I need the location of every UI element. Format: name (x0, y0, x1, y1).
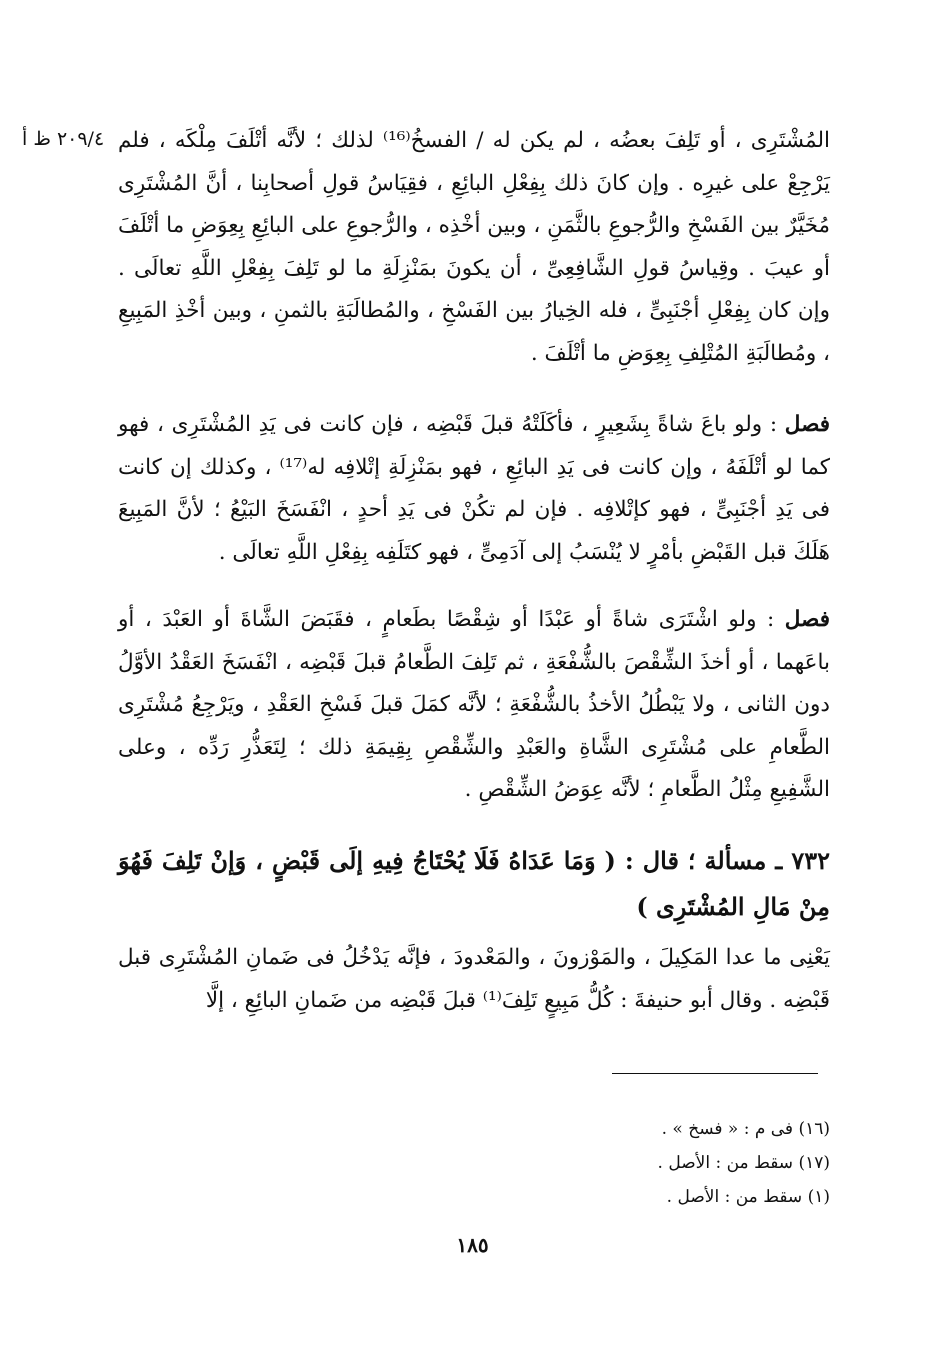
paragraph-2-text: : ولو باعَ شاةً بِشَعِيرٍ ، فأكَلَتْهُ قبلَ قَبْضِه ، فإن كانت فى يَدِ المُشْتَرِى ، فهو كما لو أتْلَفَهُ ، وإن كانت فى يَدِ البائِعِ ، فهو بمَنْزِلَةِ إتْلافِه له⁽¹⁷⁾ ، وكذلك إن كانت فى يَدِ أجْنَبِىٍّ ، فهو كإتْلافِه . فإن لم تكُنْ فى يَدِ أحدٍ ، انْفَسَخَ البَيْعُ ؛ لأنَّ المَبِيعَ هَلَكَ قبل القَبْضِ بأمْرٍ لا يُنْسَبُ إلى آدَمِىٍّ ، فهو كتَلَفِه بِفِعْلِ اللَّهِ تعالَى . (118, 412, 830, 565)
footnotes (118, 1112, 830, 1214)
margin-manuscript-reference: ٢٠٩/٤ ظ أ (22, 128, 105, 150)
paragraph-2 (118, 404, 830, 574)
footnote-1: (١) سقط من : الأصل . (666, 1187, 830, 1207)
section-lead-fasl: فصل (784, 412, 830, 437)
paragraph-3-text: : ولو اشْتَرَى شاةً أو عَبْدًا أو شِقْصًا بطَعامٍ ، فقَبَضَ الشَّاةَ أو العَبْدَ ، أو باعَهما ، أو أخذَ الشِّقْصَ بالشُّفْعَةِ ، ثم تَلِفَ الطَّعامُ قبلَ قَبْضِه ، انْفَسَخَ العَقْدُ الأوَّلُ دون الثانى ، ولا يَبْطُلُ الأخذُ بالشُّفْعَةِ ؛ لأنَّه كمَلَ قبلَ فَسْخِ العَقْدِ ، ويَرْجِعُ مُشْتَرِى الطَّعامِ على مُشْتَرِى الشَّاةِ والعَبْدِ والشِّقْصِ بِقِيمَةِ ذلك ؛ لِتَعَذُّرِ رَدِّه ، وعلى الشَّفِيعِ مِثْلُ الطَّعامِ ؛ لأنَّه عِوَضُ الشِّقْصِ . (118, 607, 830, 802)
footnote-17: (١٧) سقط من : الأصل . (657, 1153, 830, 1173)
page-number: ١٨٥ (456, 1233, 489, 1257)
section-lead-fasl: فصل (784, 607, 830, 632)
masala-text: ـ مسألة ؛ قال : ( وَمَا عَدَاهُ فَلَا يُحْتَاجُ فِيهِ إلَى قَبْضٍ ، وَإنْ تَلِفَ فَهُوَ مِنْ مَالِ المُشْتَرِى ) (118, 846, 830, 921)
paragraph-1: المُشْتَرِى ، أو تَلِفَ بعضُه ، لم يكن له / الفسخُ⁽¹⁶⁾ لذلك ؛ لأنَّه أتْلَفَ مِلْكَه ، فلم يَرْجِعْ على غيرِه . وإن كانَ ذلك بِفِعْلِ البائِعِ ، فقِيَاسُ قولِ أصحابِنا ، أنَّ المُشْتَرِى مُخَيَّرٌ بين الفَسْخِ والرُّجوعِ بالثَّمَنِ ، وبين أخْذِه ، والرُّجوعِ على البائِعِ بِعِوَضِ ما أتْلَفَ أو عيبَ . وقِياسُ قولِ الشَّافِعِىِّ ، أن يكونَ بمَنْزِلَةِ ما لو تَلِفَ بِفِعْلِ اللَّهِ تعالَى . وإن كان بِفِعْلِ أجْنَبِىٍّ ، فله الخِيارُ بين الفَسْخِ ، والمُطالَبَةِ بالثمنِ ، وبين أخْذِ المَبِيعِ ، ومُطالَبَةِ المُتْلِفِ بِعِوَضِ ما أتْلَفَ . (118, 128, 831, 366)
footnote-16: (١٦) فى م : « فسخ » . (661, 1119, 830, 1139)
paragraph-3 (118, 599, 830, 812)
paragraph-4: يَعْنِى ما عدا المَكِيلَ ، والمَوْزونَ ، والمَعْدودَ ، فإنَّه يَدْخُلُ فى ضَمانِ المُشْتَرِى قبل قَبْضِه . وقال أبو حنيفةَ : كُلُّ مَبِيعٍ تَلِفَ⁽¹⁾ قبلَ قَبْضِه من ضَمانِ البائِعِ ، إلَّا (118, 945, 830, 1013)
masala-heading (118, 838, 830, 930)
footnote-separator (612, 1073, 818, 1074)
masala-number: ٧٣٢ (791, 846, 831, 875)
